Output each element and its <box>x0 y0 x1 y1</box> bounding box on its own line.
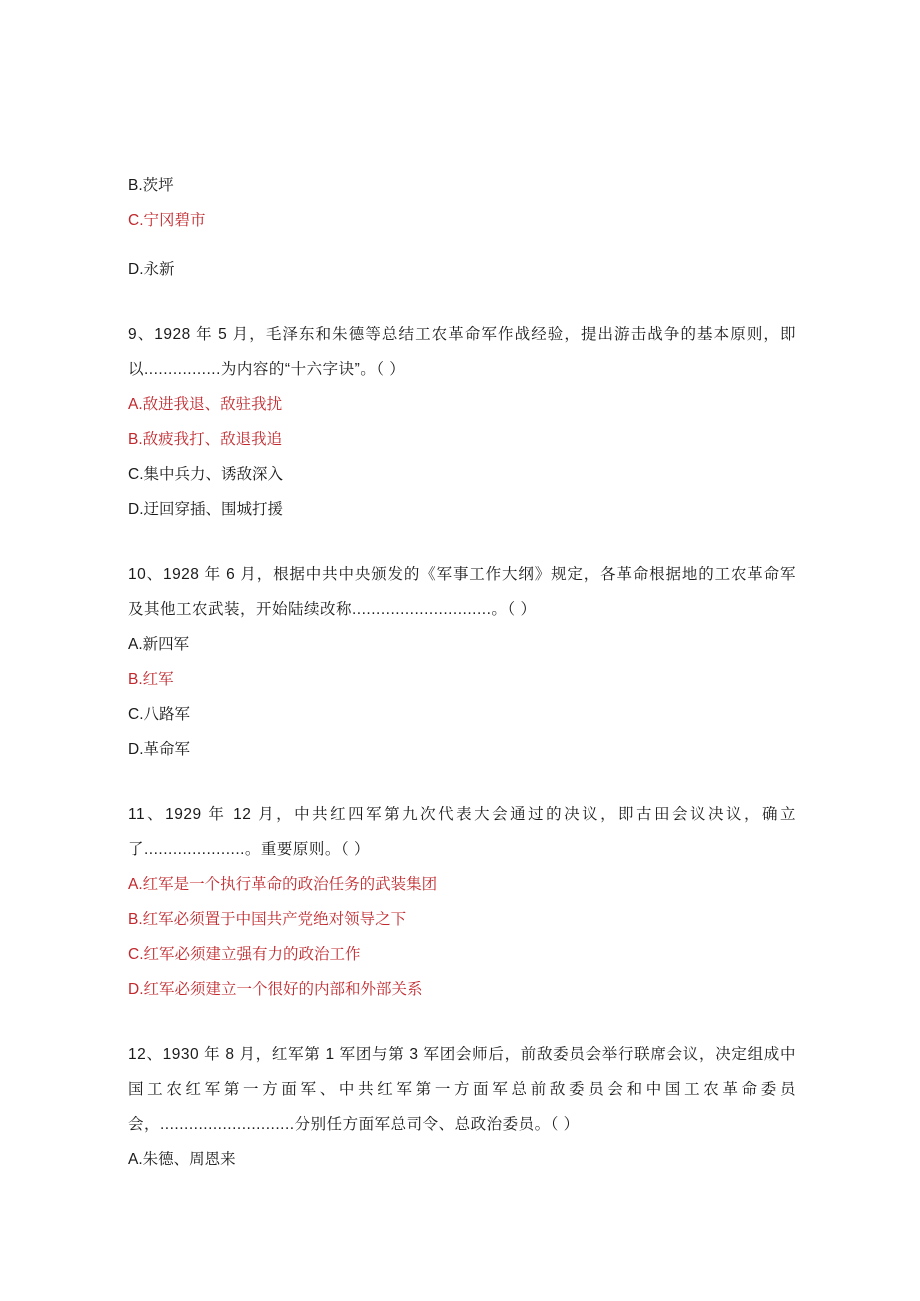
question-stem: 11、1929 年 12 月，中共红四军第九次代表大会通过的决议，即古田会议决议，确立了.....................。重要原则。（ ） <box>128 806 796 858</box>
option-item[interactable]: B.红军 <box>128 671 174 688</box>
document-body <box>128 168 796 1185</box>
option-item[interactable]: C.八路军 <box>128 706 191 723</box>
question-block-9 <box>128 317 796 527</box>
question-block-11 <box>128 797 796 1007</box>
spacer <box>128 295 796 317</box>
carryover-option-group <box>128 168 796 287</box>
option-item[interactable]: D.永新 <box>128 261 175 278</box>
option-list <box>128 168 796 238</box>
option-list <box>128 387 796 527</box>
question-stem: 12、1930 年 8 月，红军第 1 军团与第 3 军团会师后，前敌委员会举行联席会议，决定组成中国工农红军第一方面军、中共红军第一方面军总前敌委员会和中国工农革命委员会，............................分别任方面军总司令、总政治委员。（ ） <box>128 1046 796 1133</box>
option-list <box>128 867 796 1007</box>
option-item[interactable]: C.集中兵力、诱敌深入 <box>128 466 284 483</box>
spacer <box>128 535 796 557</box>
option-item[interactable]: D.迂回穿插、围城打援 <box>128 501 284 518</box>
spacer <box>128 775 796 797</box>
question-block-10 <box>128 557 796 767</box>
option-item[interactable]: C.宁冈碧市 <box>128 212 206 229</box>
option-list <box>128 1142 796 1177</box>
option-list <box>128 252 796 287</box>
option-list <box>128 627 796 767</box>
option-item[interactable]: D.革命军 <box>128 741 191 758</box>
option-item[interactable]: B.敌疲我打、敌退我追 <box>128 431 283 448</box>
option-item[interactable]: C.红军必须建立强有力的政治工作 <box>128 946 361 963</box>
option-item[interactable]: B.红军必须置于中国共产党绝对领导之下 <box>128 911 407 928</box>
option-item[interactable]: A.敌进我退、敌驻我扰 <box>128 396 283 413</box>
option-item[interactable]: A.红军是一个执行革命的政治任务的武装集团 <box>128 876 438 893</box>
option-item[interactable]: A.朱德、周恩来 <box>128 1151 236 1168</box>
question-block-12 <box>128 1037 796 1177</box>
spacer <box>128 1015 796 1037</box>
question-stem: 9、1928 年 5 月，毛泽东和朱德等总结工农革命军作战经验，提出游击战争的基本原则，即以................为内容的“十六字诀”。（ ） <box>128 326 796 378</box>
option-item[interactable]: B.茨坪 <box>128 177 174 194</box>
spacer <box>128 238 796 252</box>
question-stem: 10、1928 年 6 月，根据中共中央颁发的《军事工作大纲》规定，各革命根据地的工农革命军及其他工农武装，开始陆续改称.............................。（ ） <box>128 566 796 618</box>
option-item[interactable]: A.新四军 <box>128 636 190 653</box>
option-item[interactable]: D.红军必须建立一个很好的内部和外部关系 <box>128 981 423 998</box>
